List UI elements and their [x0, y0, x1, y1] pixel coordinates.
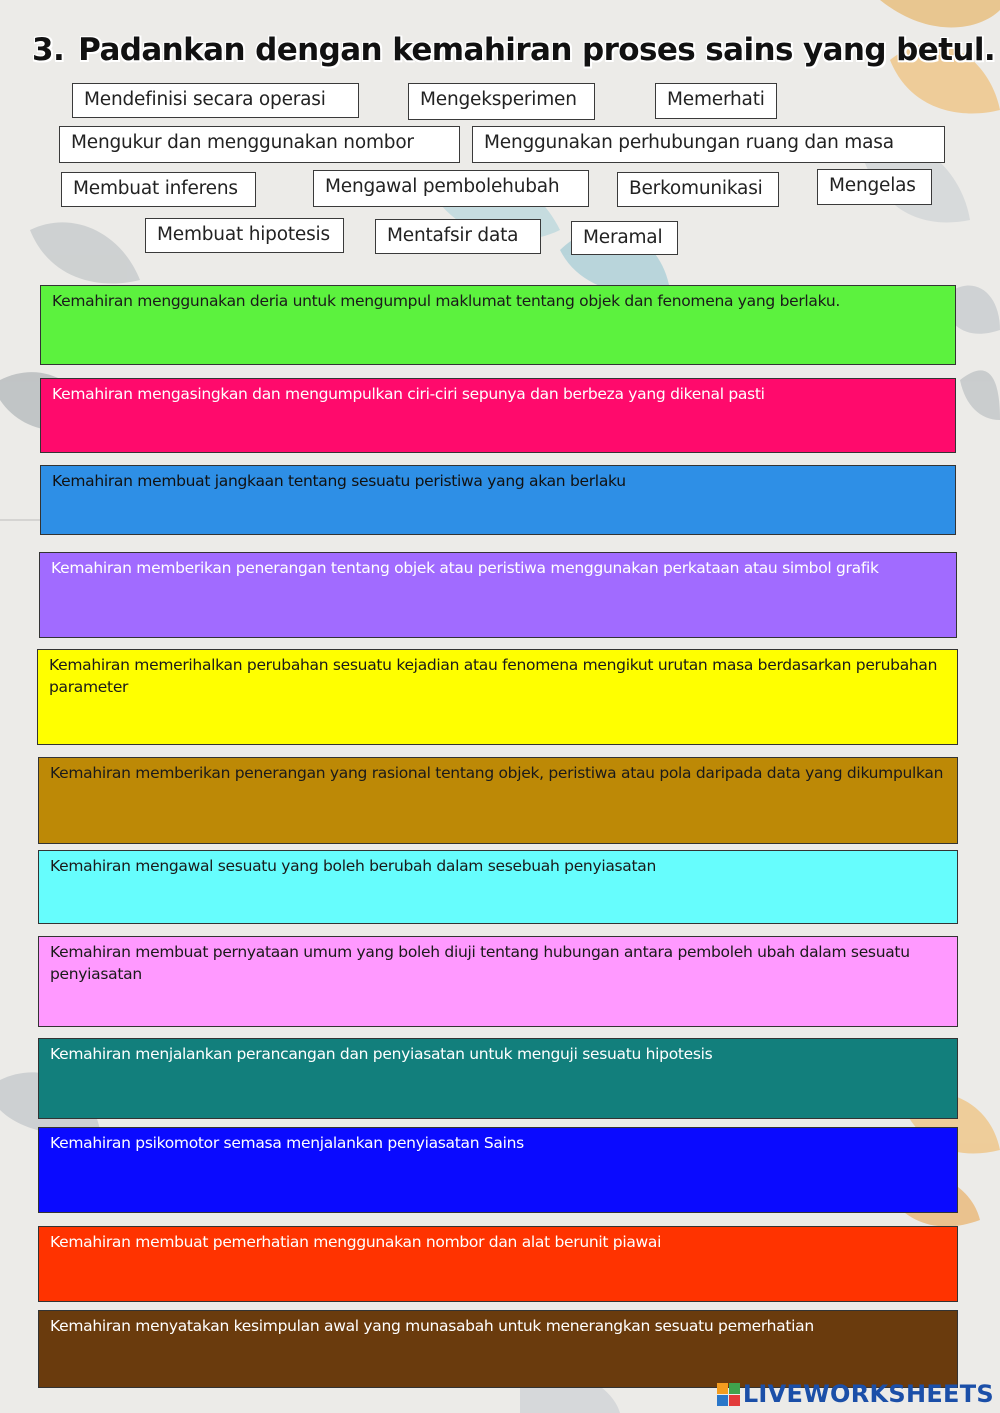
- answer-chip-mendefinisi-secara-operasi[interactable]: Mendefinisi secara operasi: [72, 83, 359, 118]
- question-text: Padankan dengan kemahiran proses sains yang betul.: [78, 32, 996, 68]
- drop-box-10[interactable]: Kemahiran psikomotor semasa menjalankan penyiasatan Sains: [38, 1127, 958, 1213]
- drop-box-5[interactable]: Kemahiran memerihalkan perubahan sesuatu kejadian atau fenomena mengikut urutan masa berdasarkan perubahan parameter: [37, 649, 958, 745]
- drop-box-9[interactable]: Kemahiran menjalankan perancangan dan penyiasatan untuk menguji sesuatu hipotesis: [38, 1038, 958, 1119]
- liveworksheets-logo: [717, 1380, 994, 1408]
- question-number: 3.: [32, 32, 65, 68]
- answer-chip-mengukur-dan-menggunakan-nombor[interactable]: Mengukur dan menggunakan nombor: [59, 126, 460, 163]
- drop-box-1[interactable]: Kemahiran menggunakan deria untuk mengumpul maklumat tentang objek dan fenomena yang berlaku.: [40, 285, 956, 365]
- drop-box-11[interactable]: Kemahiran membuat pemerhatian menggunakan nombor dan alat berunit piawai: [38, 1226, 958, 1302]
- drop-box-4[interactable]: Kemahiran memberikan penerangan tentang objek atau peristiwa menggunakan perkataan atau simbol grafik: [39, 552, 957, 638]
- drop-box-7[interactable]: Kemahiran mengawal sesuatu yang boleh berubah dalam sesebuah penyiasatan: [38, 850, 958, 924]
- drop-box-8[interactable]: Kemahiran membuat pernyataan umum yang boleh diuji tentang hubungan antara pemboleh ubah dalam sesuatu penyiasatan: [38, 936, 958, 1027]
- answer-chip-mengawal-pembolehubah[interactable]: Mengawal pembolehubah: [313, 170, 589, 207]
- answer-chip-berkomunikasi[interactable]: Berkomunikasi: [617, 172, 779, 207]
- answer-chip-mengeksperimen[interactable]: Mengeksperimen: [408, 83, 595, 120]
- drop-box-12[interactable]: Kemahiran menyatakan kesimpulan awal yang munasabah untuk menerangkan sesuatu pemerhatian: [38, 1310, 958, 1388]
- brand-name: LIVEWORKSHEETS: [742, 1380, 994, 1408]
- answer-chip-meramal[interactable]: Meramal: [571, 221, 678, 255]
- liveworksheets-logo-icon: [717, 1383, 740, 1406]
- drop-box-2[interactable]: Kemahiran mengasingkan dan mengumpulkan ciri-ciri sepunya dan berbeza yang dikenal pasti: [40, 378, 956, 453]
- answer-chip-membuat-hipotesis[interactable]: Membuat hipotesis: [145, 218, 344, 253]
- drop-box-3[interactable]: Kemahiran membuat jangkaan tentang sesuatu peristiwa yang akan berlaku: [40, 465, 956, 535]
- answer-chip-mentafsir-data[interactable]: Mentafsir data: [375, 219, 541, 254]
- answer-chip-membuat-inferens[interactable]: Membuat inferens: [61, 172, 256, 207]
- drop-box-6[interactable]: Kemahiran memberikan penerangan yang rasional tentang objek, peristiwa atau pola daripada data yang dikumpulkan: [38, 757, 958, 844]
- page-title: [32, 32, 995, 68]
- answer-chip-mengelas[interactable]: Mengelas: [817, 169, 932, 205]
- answer-chip-menggunakan-perhubungan-ruang-dan-masa[interactable]: Menggunakan perhubungan ruang dan masa: [472, 126, 945, 163]
- answer-chip-memerhati[interactable]: Memerhati: [655, 83, 777, 119]
